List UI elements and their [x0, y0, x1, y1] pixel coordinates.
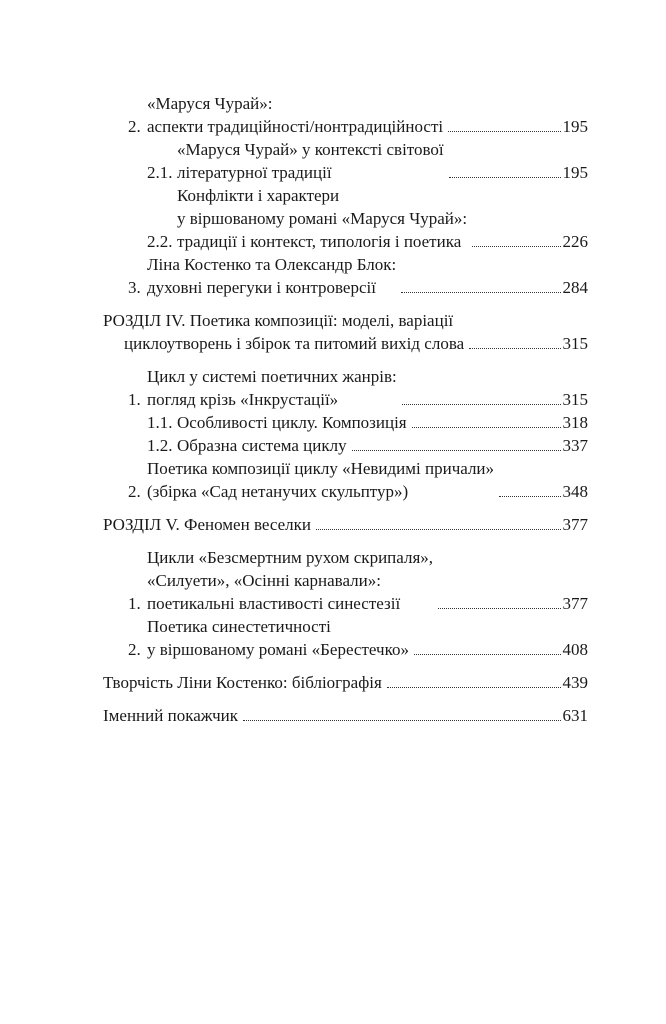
- toc-entry-line: циклоутворень і збірок та питомий вихід слова: [124, 334, 465, 353]
- toc-entry-line: духовні перегуки і контроверсії: [147, 278, 376, 297]
- toc-entry-number: 2.: [128, 117, 141, 136]
- dot-leader: [499, 495, 560, 497]
- toc-entry: [103, 457, 588, 503]
- dot-leader: [448, 130, 560, 132]
- toc-entry: [103, 138, 588, 184]
- toc-entry-page: 315: [562, 334, 588, 353]
- toc-entry: [103, 184, 588, 253]
- toc-entry-line: Образна система циклу: [177, 436, 347, 455]
- toc-entry: [103, 253, 588, 299]
- toc-entry-line: Поетика композиції циклу «Невидимі причали»: [147, 459, 495, 478]
- dot-leader: [402, 403, 561, 405]
- toc-entry-line: Цикл у системі поетичних жанрів:: [147, 367, 397, 386]
- toc-entry-page: 318: [562, 413, 588, 432]
- toc-entry-page: 439: [562, 673, 588, 692]
- toc-entry-line: Іменний покажчик: [103, 706, 238, 725]
- toc-entry-line: Творчість Ліни Костенко: бібліографія: [103, 673, 382, 692]
- dot-leader: [412, 426, 561, 428]
- toc-entry-number: 2.: [128, 482, 141, 501]
- toc-entry: [103, 92, 588, 138]
- toc-entry-page: 408: [562, 640, 588, 659]
- toc-entry-page: 315: [562, 390, 588, 409]
- dot-leader: [449, 176, 561, 178]
- toc-entry-number: 1.2.: [147, 436, 173, 455]
- dot-leader: [414, 653, 561, 655]
- toc-entry-line: Конфлікти і характери: [177, 186, 340, 205]
- toc-entry-line: у віршованому романі «Маруся Чурай»:: [177, 209, 468, 228]
- toc-chapter-entry: [103, 513, 588, 536]
- toc-entry-page: 337: [562, 436, 588, 455]
- toc-entry-line: Цикли «Безсмертним рухом скрипаля»,: [147, 548, 434, 567]
- dot-leader: [316, 528, 561, 530]
- toc-entry-page: 284: [562, 278, 588, 297]
- toc-entry-number: 2.: [128, 640, 141, 659]
- toc-entry-page: 195: [562, 163, 588, 182]
- dot-leader: [469, 347, 560, 349]
- toc-index-entry: [103, 704, 588, 727]
- dot-leader: [438, 607, 560, 609]
- toc-entry-number: 1.1.: [147, 413, 173, 432]
- toc-entry-page: 226: [562, 232, 588, 251]
- toc-entry-line: погляд крізь «Інкрустації»: [147, 390, 339, 409]
- toc-bibliography-entry: [103, 671, 588, 694]
- toc-entry-number: 1.: [128, 390, 141, 409]
- toc-entry: [103, 615, 588, 661]
- toc-entry-line: поетикальні властивості синестезії: [147, 594, 401, 613]
- toc-entry-number: 2.2.: [147, 232, 173, 251]
- toc-entry-line: аспекти традиційності/нонтрадиційності: [147, 117, 444, 136]
- toc-entry-page: 631: [562, 706, 588, 725]
- toc-entry-line: Поетика синестетичності: [147, 617, 331, 636]
- dot-leader: [352, 449, 561, 451]
- table-of-contents: [103, 92, 588, 727]
- toc-entry-line: Ліна Костенко та Олександр Блок:: [147, 255, 397, 274]
- toc-entry-line: «Силуети», «Осінні карнавали»:: [147, 571, 381, 590]
- dot-leader: [243, 719, 561, 721]
- toc-entry: [103, 365, 588, 411]
- toc-entry-line: Особливості циклу. Композиція: [177, 413, 407, 432]
- toc-chapter-entry: [103, 309, 588, 355]
- toc-entry-line: «Маруся Чурай» у контексті світової: [177, 140, 444, 159]
- toc-entry-line: «Маруся Чурай»:: [147, 94, 273, 113]
- toc-entry-line: літературної традиції: [177, 163, 332, 182]
- toc-entry-line: (збірка «Сад нетанучих скульптур»): [147, 482, 409, 501]
- dot-leader: [472, 245, 560, 247]
- toc-entry: [103, 434, 588, 457]
- toc-entry-page: 377: [562, 594, 588, 613]
- toc-entry-number: 3.: [128, 278, 141, 297]
- toc-entry-line: РОЗДІЛ IV. Поетика композиції: моделі, варіації: [103, 311, 454, 330]
- toc-entry-page: 348: [562, 482, 588, 501]
- toc-entry-number: 1.: [128, 594, 141, 613]
- toc-entry-line: РОЗДІЛ V. Феномен веселки: [103, 515, 311, 534]
- toc-entry-line: у віршованому романі «Берестечко»: [147, 640, 409, 659]
- toc-entry-line: традиції і контекст, типологія і поетика: [177, 232, 462, 251]
- toc-entry: [103, 411, 588, 434]
- dot-leader: [401, 291, 560, 293]
- toc-entry-page: 377: [562, 515, 588, 534]
- toc-entry-number: 2.1.: [147, 163, 173, 182]
- dot-leader: [387, 686, 561, 688]
- toc-entry: [103, 546, 588, 615]
- toc-entry-page: 195: [562, 117, 588, 136]
